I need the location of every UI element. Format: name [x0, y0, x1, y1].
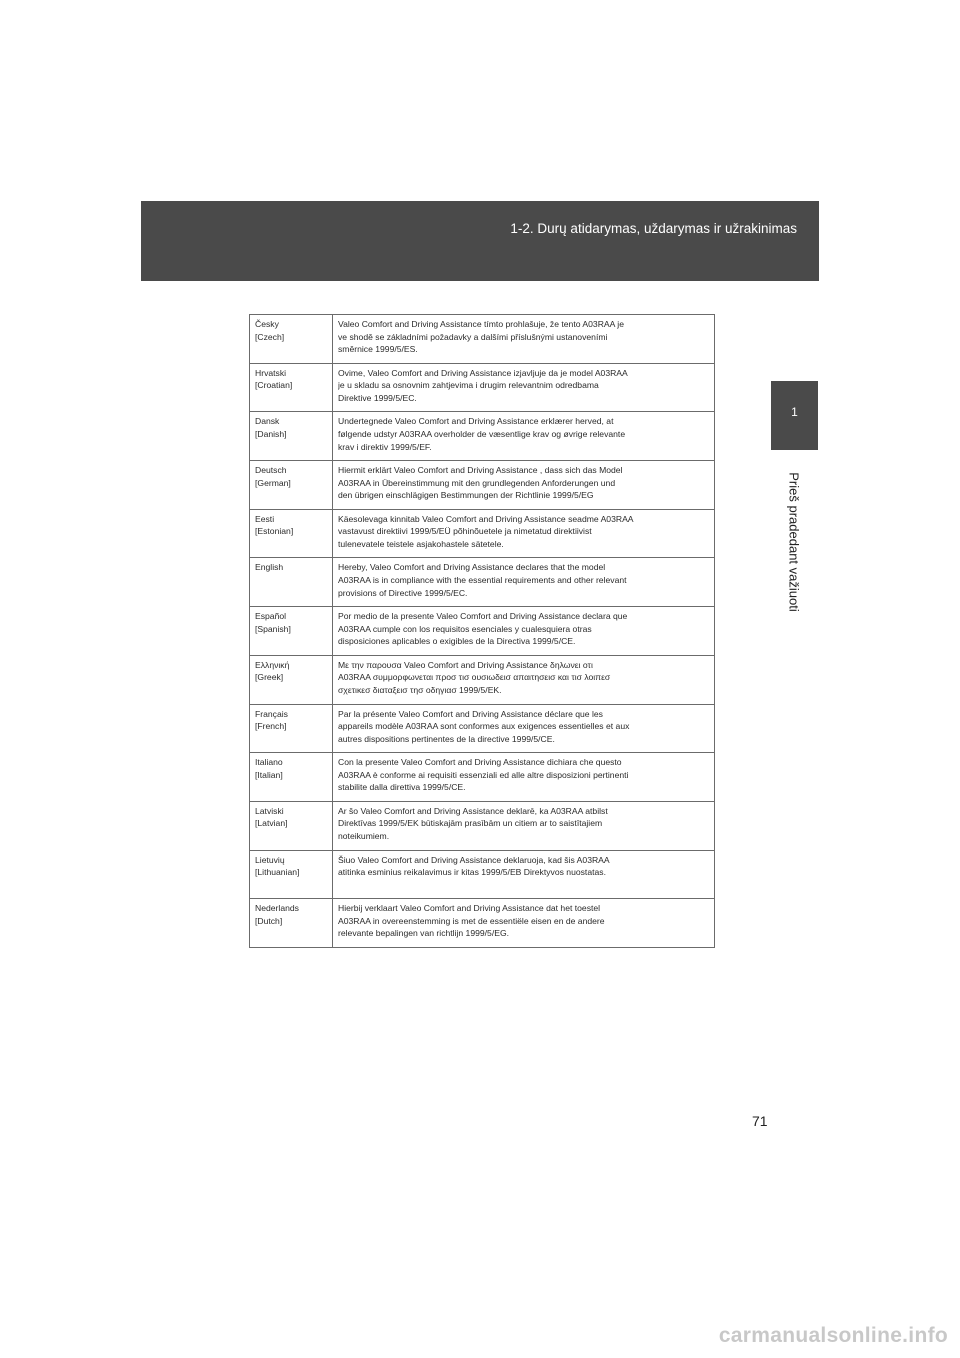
declaration-text-line: A03RAA cumple con los requisitos esenciales y cualesquiera otras	[338, 623, 592, 634]
language-name: Español	[255, 611, 287, 622]
language-name-english: [Czech]	[255, 331, 285, 342]
declaration-text-line: Hiermit erklärt Valeo Comfort and Driving Assistance , dass sich das Model	[338, 465, 623, 476]
declaration-text-cell	[333, 461, 715, 510]
language-name: Lietuvių	[255, 854, 285, 865]
language-cell	[250, 363, 333, 412]
declaration-text-line: ve shodě se základními požadavky a dalšími příslušnými ustanoveními	[338, 331, 608, 342]
declaration-text-line: atitinka esminius reikalavimus ir kitas 1999/5/EB Direktyvos nuostatas.	[338, 867, 606, 878]
declaration-text-line: disposiciones aplicables o exigibles de la Directiva 1999/5/CE.	[338, 636, 576, 647]
declaration-text-line: den übrigen einschlägigen Bestimmungen der Richtlinie 1999/5/EG	[338, 490, 594, 501]
language-name-english: [Latvian]	[255, 818, 288, 829]
declaration-table-container	[249, 314, 715, 948]
declaration-row	[250, 753, 715, 802]
declaration-row	[250, 704, 715, 753]
watermark: carmanualsonline.info	[718, 1324, 948, 1347]
language-name-english: [Lithuanian]	[255, 867, 300, 878]
declaration-text-cell	[333, 704, 715, 753]
declaration-row	[250, 607, 715, 656]
declaration-text-line: je u skladu sa osnovnim zahtjevima i drugim relevantnim odredbama	[338, 380, 599, 391]
language-name: Hrvatski	[255, 367, 287, 378]
language-cell	[250, 899, 333, 948]
declaration-text-line: vastavust direktiivi 1999/5/EÜ põhinõuetele ja nimetatud direktiivist	[338, 526, 592, 537]
language-name-english: [Danish]	[255, 428, 287, 439]
language-cell	[250, 753, 333, 802]
declaration-row	[250, 655, 715, 704]
declaration-text-line: autres dispositions pertinentes de la directive 1999/5/CE.	[338, 733, 555, 744]
language-cell	[250, 607, 333, 656]
declaration-text-line: tulenevatele teistele asjakohastele sätetele.	[338, 538, 504, 549]
language-name: English	[255, 562, 284, 573]
declaration-text-line: Con la presente Valeo Comfort and Driving Assistance dichiara che questo	[338, 757, 622, 768]
language-name: Nederlands	[255, 903, 299, 914]
language-name: Italiano	[255, 757, 283, 768]
declaration-text-line: noteikumiem.	[338, 831, 390, 842]
language-name: Deutsch	[255, 465, 287, 476]
declaration-text-line: Käesolevaga kinnitab Valeo Comfort and Driving Assistance seadme A03RAA	[338, 513, 634, 524]
language-cell	[250, 850, 333, 899]
declaration-text-line: A03RAA is in compliance with the essential requirements and other relevant	[338, 575, 627, 586]
language-name-english: [Croatian]	[255, 380, 293, 391]
chapter-header	[141, 201, 819, 281]
declaration-text-line: Direktīvas 1999/5/EK būtiskajām prasībām un citiem ar to saistītajiem	[338, 818, 603, 829]
declaration-text-line: Šiuo Valeo Comfort and Driving Assistance deklaruoja, kad šis A03RAA	[338, 854, 610, 865]
declaration-text-cell	[333, 801, 715, 850]
declaration-text-line: Ar šo Valeo Comfort and Driving Assistance deklarē, ka A03RAA atbilst	[338, 805, 608, 816]
declaration-row	[250, 412, 715, 461]
declaration-row	[250, 850, 715, 899]
declaration-text-line: σχετικεσ διαταξεισ τησ οδηγιασ 1999/5/ΕΚ.	[338, 685, 502, 695]
language-name-english: [Spanish]	[255, 623, 291, 634]
language-cell	[250, 801, 333, 850]
declaration-text-line: appareils modèle A03RAA sont conformes aux exigences essentielles et aux	[338, 721, 630, 732]
language-cell	[250, 315, 333, 364]
language-name: Česky	[255, 319, 279, 329]
declaration-text-cell	[333, 558, 715, 607]
declaration-text-line: Undertegnede Valeo Comfort and Driving Assistance erklærer herved, at	[338, 416, 614, 427]
language-cell	[250, 509, 333, 558]
declaration-text-cell	[333, 363, 715, 412]
declaration-text-cell	[333, 899, 715, 948]
chapter-title: 1-2. Durų atidarymas, uždarymas ir užrakinimas	[510, 221, 797, 236]
declaration-text-line: stabilite dalla direttiva 1999/5/CE.	[338, 782, 466, 793]
language-name-english: [German]	[255, 477, 291, 488]
language-name: Dansk	[255, 416, 280, 427]
language-name: Français	[255, 708, 288, 719]
declaration-text-cell	[333, 850, 715, 899]
declaration-text-cell	[333, 753, 715, 802]
declaration-text-line: Par la présente Valeo Comfort and Driving Assistance déclare que les	[338, 708, 603, 719]
declaration-text-line: følgende udstyr A03RAA overholder de væsentlige krav og øvrige relevante	[338, 428, 626, 439]
declaration-text-line: A03RAA in Übereinstimmung mit den grundlegenden Anforderungen und	[338, 477, 616, 488]
language-cell	[250, 558, 333, 607]
declaration-text-cell	[333, 607, 715, 656]
language-cell	[250, 461, 333, 510]
language-cell	[250, 412, 333, 461]
declaration-row	[250, 363, 715, 412]
declaration-text-line: relevante bepalingen van richtlijn 1999/5/EG.	[338, 928, 510, 939]
declaration-table	[249, 314, 715, 948]
chapter-tab	[771, 381, 818, 450]
declaration-text-cell	[333, 655, 715, 704]
declaration-text-cell	[333, 509, 715, 558]
declaration-text-line: Direktive 1999/5/EC.	[338, 392, 417, 403]
declaration-row	[250, 461, 715, 510]
declaration-text-line: Ovime, Valeo Comfort and Driving Assistance izjavljuje da je model A03RAA	[338, 367, 628, 378]
declaration-row	[250, 558, 715, 607]
declaration-text-line: Με την παρουσα Valeo Comfort and Driving Assistance δηλωνει οτι	[338, 659, 593, 670]
language-name-english: [Italian]	[255, 769, 283, 780]
language-name: Eesti	[255, 513, 275, 524]
page-number: 71	[752, 1113, 768, 1129]
language-name-english: [Estonian]	[255, 526, 294, 537]
declaration-text-line: Por medio de la presente Valeo Comfort and Driving Assistance declara que	[338, 611, 628, 622]
declaration-text-line: směrnice 1999/5/ES.	[338, 344, 418, 355]
language-cell	[250, 655, 333, 704]
declaration-text-line: provisions of Directive 1999/5/EC.	[338, 587, 468, 598]
declaration-row	[250, 899, 715, 948]
declaration-text-line: A03RAA in overeenstemming is met de essentiële eisen en de andere	[338, 915, 605, 926]
language-name: Ελληνική	[255, 659, 290, 670]
language-name: Latviski	[255, 805, 284, 816]
language-name-english: [French]	[255, 721, 287, 732]
declaration-text-line: A03RAA συμμορφωνεται προσ τισ ουσιωδεισ απαιτησεισ και τισ λοιπεσ	[338, 672, 611, 683]
declaration-row	[250, 509, 715, 558]
chapter-side-label: Prieš pradedant važiuoti	[786, 472, 802, 612]
language-cell	[250, 704, 333, 753]
declaration-text-line: Valeo Comfort and Driving Assistance tímto prohlašuje, že tento A03RAA je	[338, 319, 624, 329]
chapter-tab-number: 1	[791, 405, 798, 419]
declaration-text-line: krav i direktiv 1999/5/EF.	[338, 441, 432, 452]
declaration-row	[250, 801, 715, 850]
declaration-row	[250, 315, 715, 364]
language-name-english: [Greek]	[255, 672, 284, 683]
language-name-english: [Dutch]	[255, 915, 283, 926]
declaration-text-line: Hereby, Valeo Comfort and Driving Assistance declares that the model	[338, 562, 606, 573]
declaration-text-line: A03RAA è conforme ai requisiti essenziali ed alle altre disposizioni pertinenti	[338, 769, 629, 780]
declaration-text-cell	[333, 412, 715, 461]
declaration-text-line: Hierbij verklaart Valeo Comfort and Driving Assistance dat het toestel	[338, 903, 601, 914]
declaration-text-cell	[333, 315, 715, 364]
